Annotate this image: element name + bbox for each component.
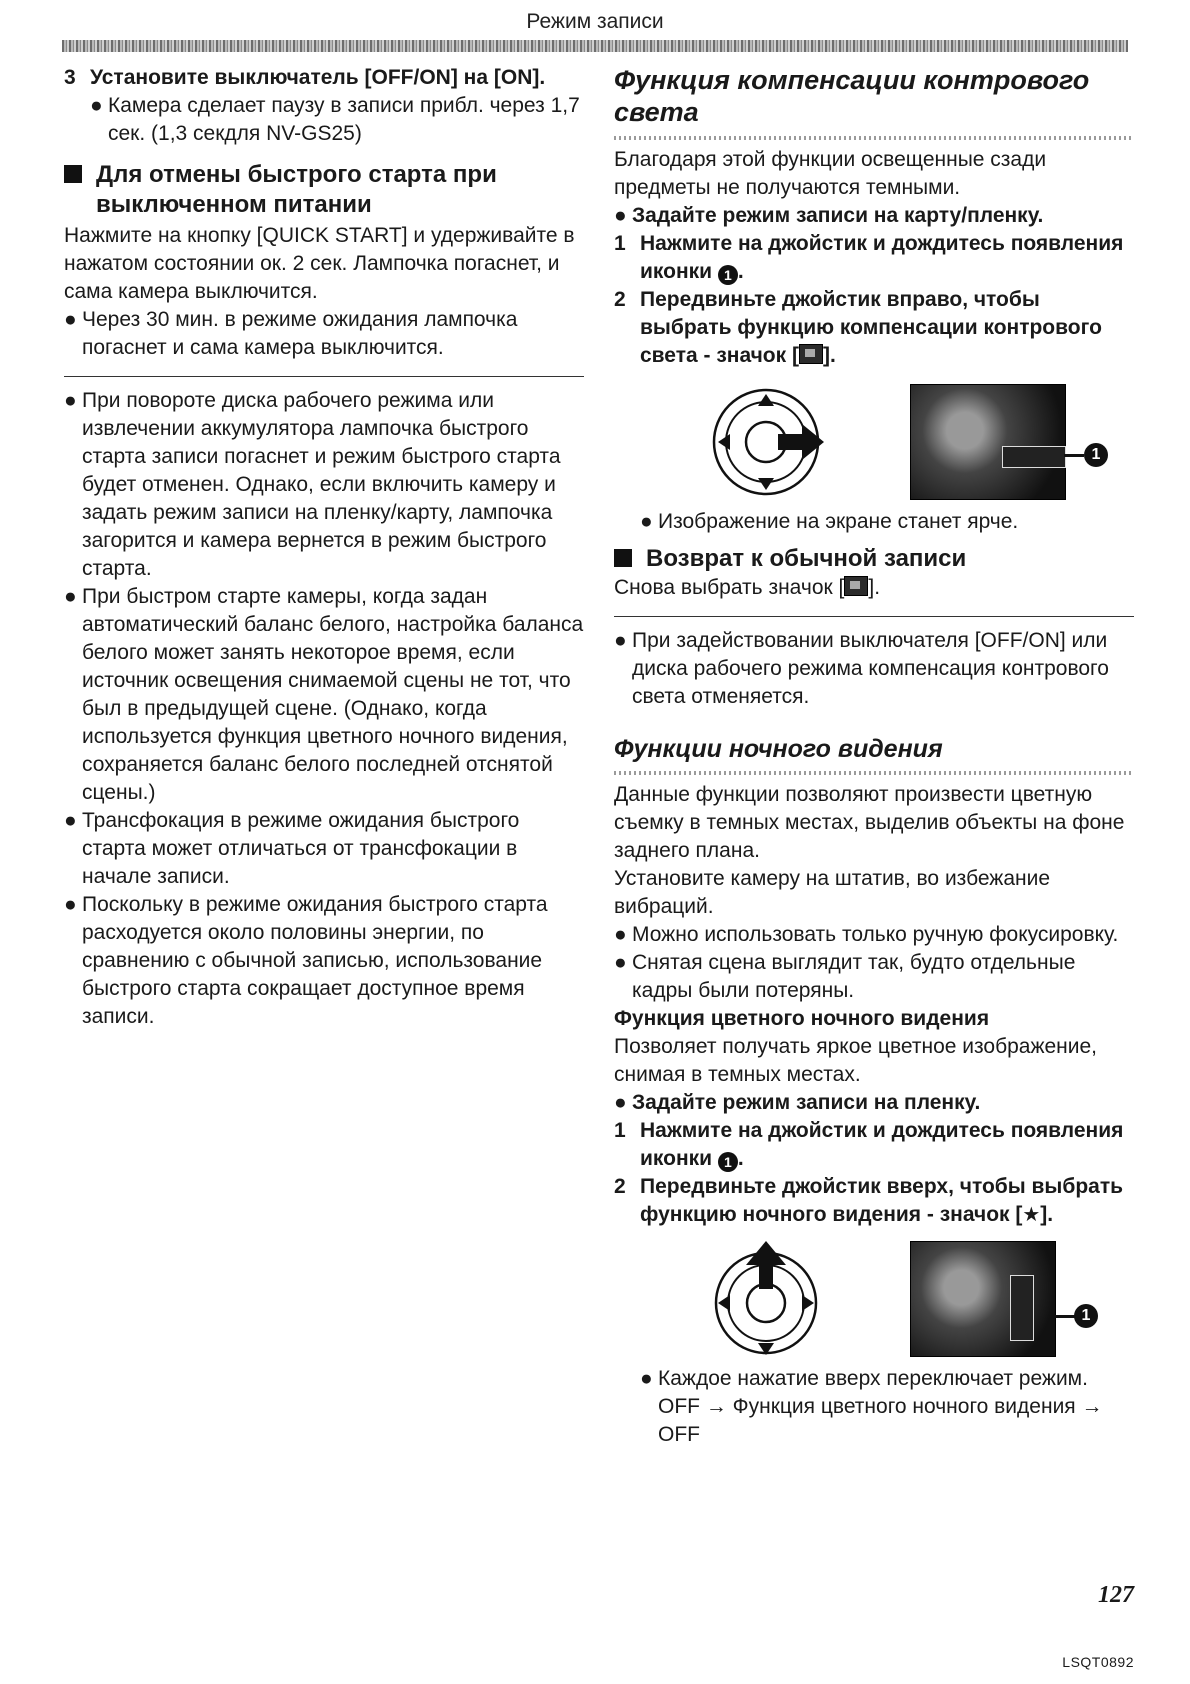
cancel-bullet bbox=[64, 306, 584, 362]
left-column bbox=[64, 64, 584, 1031]
step-text-end: ]. bbox=[822, 344, 836, 367]
step-text: Передвиньте джойстик вверх, чтобы выбрать функцию ночного видения - значок [ bbox=[640, 1175, 1124, 1226]
return-note bbox=[614, 627, 1134, 711]
backlight-bullet bbox=[614, 202, 1134, 230]
bullet-text: Каждое нажатие вверх переключает режим. bbox=[658, 1367, 1088, 1390]
step-number: 1 bbox=[614, 232, 626, 255]
night-bullet bbox=[614, 921, 1134, 949]
step-text: Установите выключатель [OFF/ON] на [ON]. bbox=[90, 66, 546, 89]
bullet-icon: ● bbox=[64, 809, 77, 832]
note-item bbox=[64, 387, 584, 583]
color-night-heading: Функция цветного ночного видения bbox=[614, 1007, 990, 1030]
color-night-bullet bbox=[614, 1089, 1134, 1117]
screen-icons bbox=[1010, 1275, 1034, 1341]
square-bullet-icon bbox=[614, 549, 632, 567]
bullet-text: Камера сделает паузу в записи прибл. через 1,7 сек. (1,3 секдля NV-GS25) bbox=[108, 94, 580, 145]
bullet-icon: ● bbox=[640, 1367, 653, 1390]
return-text bbox=[614, 574, 1134, 602]
bullet-icon: ● bbox=[64, 389, 77, 412]
step-number: 2 bbox=[614, 288, 626, 311]
step-number: 2 bbox=[614, 1175, 626, 1198]
backlight-screen-photo bbox=[910, 384, 1066, 500]
document-code: LSQT0892 bbox=[1062, 1654, 1134, 1670]
bullet-icon: ● bbox=[614, 951, 627, 974]
note-text: При быстром старте камеры, когда задан автоматический баланс белого, настройка баланса белого может занять некоторое время, если источник освещения снимаемой сцены не тот, что был в предыдущей сцене. (Однако, когда используется функция цветного ночного видения, сохраняется баланс белого последней отснятой сцены.) bbox=[82, 585, 584, 804]
bullet-icon: ● bbox=[90, 94, 103, 117]
backlight-icon bbox=[844, 576, 868, 596]
title-underline bbox=[614, 136, 1134, 140]
note-item bbox=[64, 891, 584, 1031]
title-underline bbox=[614, 771, 1134, 775]
square-bullet-icon bbox=[64, 165, 82, 183]
bullet-text: Задайте режим записи на пленку. bbox=[632, 1091, 981, 1114]
night-figure bbox=[614, 1241, 1134, 1359]
bullet-text: Изображение на экране станет ярче. bbox=[658, 510, 1019, 533]
night-screen-photo bbox=[910, 1241, 1056, 1357]
bullet-text: Можно использовать только ручную фокусировку. bbox=[632, 923, 1119, 946]
divider bbox=[614, 616, 1134, 617]
backlight-intro: Благодаря этой функции освещенные сзади предметы не получаются темными. bbox=[614, 148, 1047, 199]
page-header: Режим записи bbox=[526, 10, 664, 33]
cn-step-2 bbox=[614, 1173, 1134, 1229]
bullet-text: При задействовании выключателя [OFF/ON] или диска рабочего режима компенсация контрового света отменяется. bbox=[632, 629, 1109, 708]
return-text-a: Снова выбрать значок [ bbox=[614, 576, 845, 599]
page-number: 127 bbox=[1098, 1582, 1134, 1608]
bullet-icon: ● bbox=[614, 923, 627, 946]
backlight-figure bbox=[614, 384, 1134, 502]
step-text: Нажмите на джойстик и дождитесь появления иконки bbox=[640, 232, 1124, 283]
bullet-icon: ● bbox=[64, 893, 77, 916]
step-text-end: ]. bbox=[1040, 1203, 1054, 1226]
return-heading bbox=[614, 544, 1134, 574]
step-text: Нажмите на джойстик и дождитесь появления иконки bbox=[640, 1119, 1124, 1170]
joystick-up-icon bbox=[708, 1241, 828, 1359]
bullet-icon: ● bbox=[614, 204, 627, 227]
cn-cycle: OFF → Функция цветного ночного видения → OFF bbox=[658, 1395, 1103, 1446]
bullet-text: Задайте режим записи на карту/пленку. bbox=[632, 204, 1044, 227]
step3-bullet bbox=[90, 92, 584, 148]
note-item bbox=[64, 583, 584, 807]
backlight-icon bbox=[799, 344, 823, 364]
divider bbox=[64, 376, 584, 377]
callout-line bbox=[1054, 1315, 1076, 1318]
note-item bbox=[64, 807, 584, 891]
cn-step-1: 1 Нажмите на джойстик и дождитесь появления иконки 1 . bbox=[614, 1119, 1124, 1170]
night-intro-1: Данные функции позволяют произвести цветную съемку в темных местах, выделив объекты на фоне заднего плана. bbox=[614, 783, 1125, 862]
note-text: Поскольку в режиме ожидания быстрого старта расходуется около половины энергии, по сравнению с обычной записью, использование быстрого старта сокращает доступное время записи. bbox=[82, 893, 548, 1028]
step-3 bbox=[64, 64, 584, 92]
night-mode-icon: ★ bbox=[1022, 1204, 1041, 1226]
night-title: Функции ночного видения bbox=[614, 735, 943, 763]
bullet-text: Снятая сцена выглядит так, будто отдельные кадры были потеряны. bbox=[632, 951, 1076, 1002]
return-text-b: ]. bbox=[868, 576, 881, 599]
note-text: Трансфокация в режиме ожидания быстрого старта может отличаться от трансфокации в начале записи. bbox=[82, 809, 520, 888]
step-text: Передвиньте джойстик вправо, чтобы выбрать функцию компенсации контрового света - значок [ bbox=[640, 288, 1102, 367]
note-text: При повороте диска рабочего режима или извлечении аккумулятора лампочка быстрого старта записи погаснет и режим быстрого старта будет отменен. Однако, если включить камеру и задать режим записи на пленку/карту, лампочка загорится и камера вернется в режим быстрого старта. bbox=[82, 389, 561, 580]
cancel-text: Нажмите на кнопку [QUICK START] и удерживайте в нажатом состоянии ок. 2 сек. Лампочка погаснет, и сама камера выключится. bbox=[64, 224, 575, 303]
backlight-title: Функция компенсации контрового света bbox=[614, 65, 1090, 127]
step-number: 3 bbox=[64, 66, 76, 89]
bullet-text: Через 30 мин. в режиме ожидания лампочка погаснет и сама камера выключится. bbox=[82, 308, 518, 359]
step-number: 1 bbox=[614, 1119, 626, 1142]
screen-icons bbox=[1002, 446, 1066, 468]
callout-1-icon: 1 bbox=[1074, 1304, 1098, 1328]
callout-line bbox=[1064, 454, 1084, 457]
bl-figure-bullet bbox=[640, 508, 1134, 536]
night-intro-2: Установите камеру на штатив, во избежание вибраций. bbox=[614, 867, 1051, 918]
bl-step-2 bbox=[614, 286, 1134, 370]
bullet-icon: ● bbox=[640, 510, 653, 533]
bl-step-1: 1 Нажмите на джойстик и дождитесь появления иконки 1 . bbox=[614, 232, 1124, 283]
joystick-right-icon bbox=[708, 384, 828, 502]
heading-text: Возврат к обычной записи bbox=[646, 545, 967, 572]
callout-1-icon: 1 bbox=[718, 1152, 738, 1172]
cn-figure-bullet bbox=[640, 1365, 1134, 1393]
bullet-icon: ● bbox=[614, 629, 627, 652]
bullet-icon: ● bbox=[64, 308, 77, 331]
bullet-icon: ● bbox=[64, 585, 77, 608]
night-bullet bbox=[614, 949, 1134, 1005]
cancel-heading bbox=[64, 160, 584, 220]
color-night-text: Позволяет получать яркое цветное изображение, снимая в темных местах. bbox=[614, 1035, 1098, 1086]
callout-1-icon: 1 bbox=[718, 265, 738, 285]
header-band bbox=[62, 40, 1128, 52]
bullet-icon: ● bbox=[614, 1091, 627, 1114]
heading-text: Для отмены быстрого старта при выключенном питании bbox=[96, 161, 497, 218]
callout-1-icon: 1 bbox=[1084, 443, 1108, 467]
right-column bbox=[614, 64, 1134, 1449]
